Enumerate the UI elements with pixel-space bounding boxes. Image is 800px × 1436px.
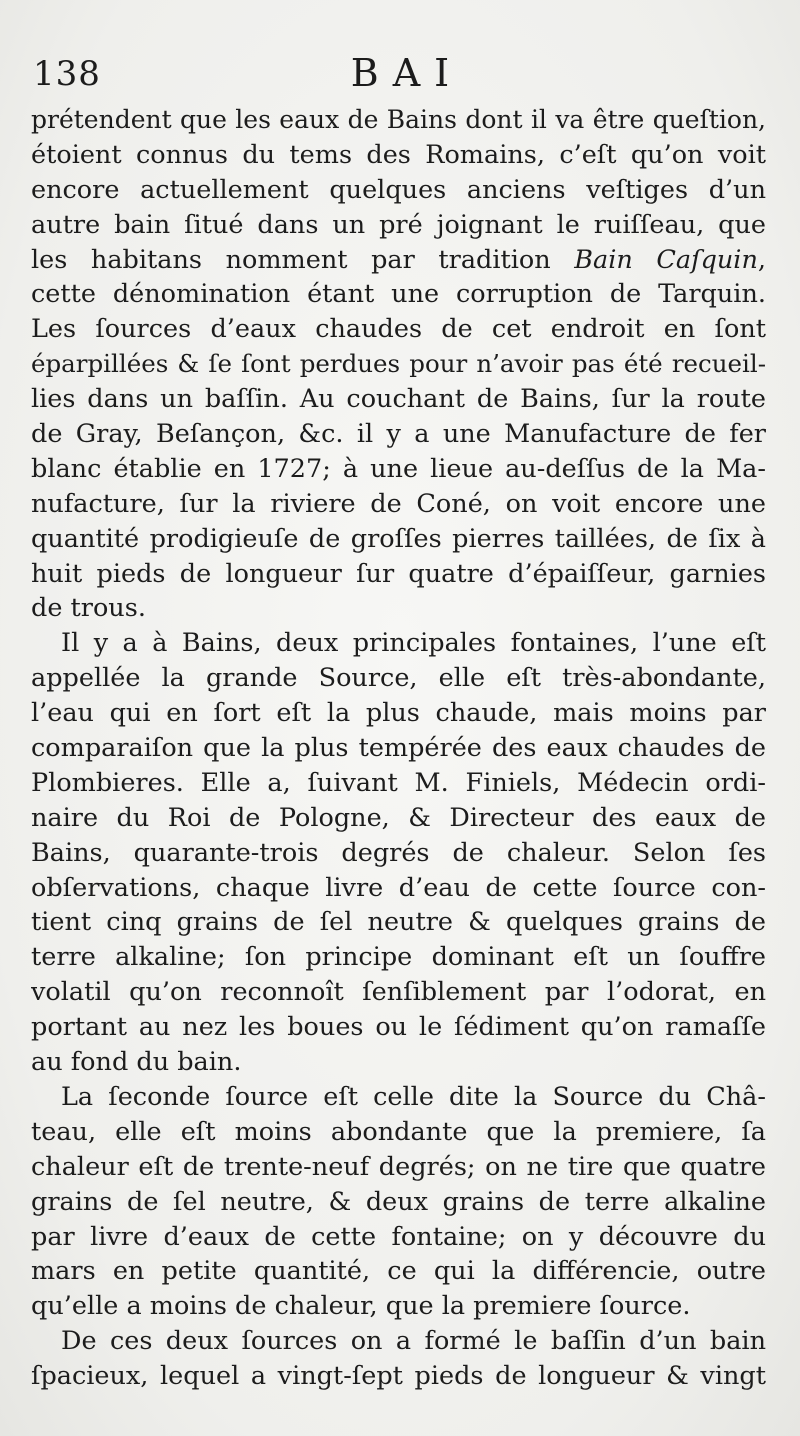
text-line: l’eau qui en ſort eſt la plus chaude, mais moins par xyxy=(31,698,766,729)
paragraph xyxy=(31,1324,766,1394)
body-text xyxy=(31,103,766,1394)
text-line: blanc établie en 1727; à une lieue au-deſſus de la Ma- xyxy=(31,453,766,484)
page-header xyxy=(0,52,800,100)
text-line: qu’elle a moins de chaleur, que la premiere ſource. xyxy=(31,1291,691,1322)
text-line: les habitans nomment par tradition Bain Caſquin, xyxy=(31,244,766,275)
text-line: appellée la grande Source, elle eſt très-abondante, xyxy=(31,663,766,694)
text-line: chaleur eſt de trente-neuf degrés; on ne tire que quatre xyxy=(31,1151,766,1182)
text-line: par livre d’eaux de cette fontaine; on y découvre du xyxy=(31,1221,766,1252)
text-line: mars en petite quantité, ce qui la différencie, outre xyxy=(31,1256,766,1287)
text-line: grains de ſel neutre, & deux grains de terre alkaline xyxy=(31,1186,766,1217)
text-line: étoient connus du tems des Romains, c’eſt qu’on voit xyxy=(31,139,766,170)
text-line: ſpacieux, lequel a vingt-ſept pieds de longueur & vingt xyxy=(31,1361,766,1392)
page-number: 138 xyxy=(33,54,101,94)
running-head: BAI xyxy=(350,51,464,95)
text-line: de trous. xyxy=(31,593,146,624)
paragraph xyxy=(31,626,766,1080)
text-line: Bains, quarante-trois degrés de chaleur. Selon ſes xyxy=(31,837,766,868)
text-line: encore actuellement quelques anciens veſtiges d’un xyxy=(31,174,766,205)
text-line: Il y a à Bains, deux principales fontaines, l’une eſt xyxy=(61,628,766,659)
paragraph xyxy=(31,103,766,626)
text-line: Plombieres. Elle a, ſuivant M. Finiels, Médecin ordi- xyxy=(31,767,766,798)
text-line: comparaiſon que la plus tempérée des eaux chaudes de xyxy=(31,733,766,764)
text-line: obſervations, chaque livre d’eau de cette ſource con- xyxy=(31,872,766,903)
text-line: La ſeconde ſource eſt celle dite la Source du Châ- xyxy=(61,1081,766,1112)
text-line: cette dénomination étant une corruption de Tarquin. xyxy=(31,279,766,310)
text-line: éparpillées & ſe ſont perdues pour n’avoir pas été recueil- xyxy=(31,349,766,379)
text-line: De ces deux ſources on a formé le baſſin d’un bain xyxy=(61,1326,766,1357)
text-line: terre alkaline; ſon principe dominant eſt un ſouffre xyxy=(31,942,766,973)
text-line: quantité prodigieuſe de groſſes pierres taillées, de ſix à xyxy=(31,523,766,554)
text-line: autre bain ſitué dans un pré joignant le ruiſſeau, que xyxy=(31,209,766,240)
text-line: huit pieds de longueur ſur quatre d’épaiſſeur, garnies xyxy=(31,558,766,589)
text-line: nufacture, ſur la riviere de Coné, on voit encore une xyxy=(31,488,766,519)
text-line: lies dans un baſſin. Au couchant de Bains, ſur la route xyxy=(31,384,766,415)
italic-name: Bain Caſquin xyxy=(574,244,758,275)
text-line: teau, elle eſt moins abondante que la premiere, ſa xyxy=(31,1116,766,1147)
text-line: au fond du bain. xyxy=(31,1047,242,1078)
text-line: de Gray, Beſançon, &c. il y a une Manufacture de fer xyxy=(31,419,766,450)
text-line: volatil qu’on reconnoît ſenſiblement par l’odorat, en xyxy=(31,977,766,1008)
text-line: tient cinq grains de ſel neutre & quelques grains de xyxy=(31,907,766,938)
text-line: naire du Roi de Pologne, & Directeur des eaux de xyxy=(31,802,766,833)
text-line: Les ſources d’eaux chaudes de cet endroit en ſont xyxy=(31,314,766,345)
text-line: prétendent que les eaux de Bains dont il va être queſtion, xyxy=(31,105,766,134)
paragraph xyxy=(31,1080,766,1324)
text-line: portant au nez les boues ou le ſédiment qu’on ramaſſe xyxy=(31,1012,766,1043)
